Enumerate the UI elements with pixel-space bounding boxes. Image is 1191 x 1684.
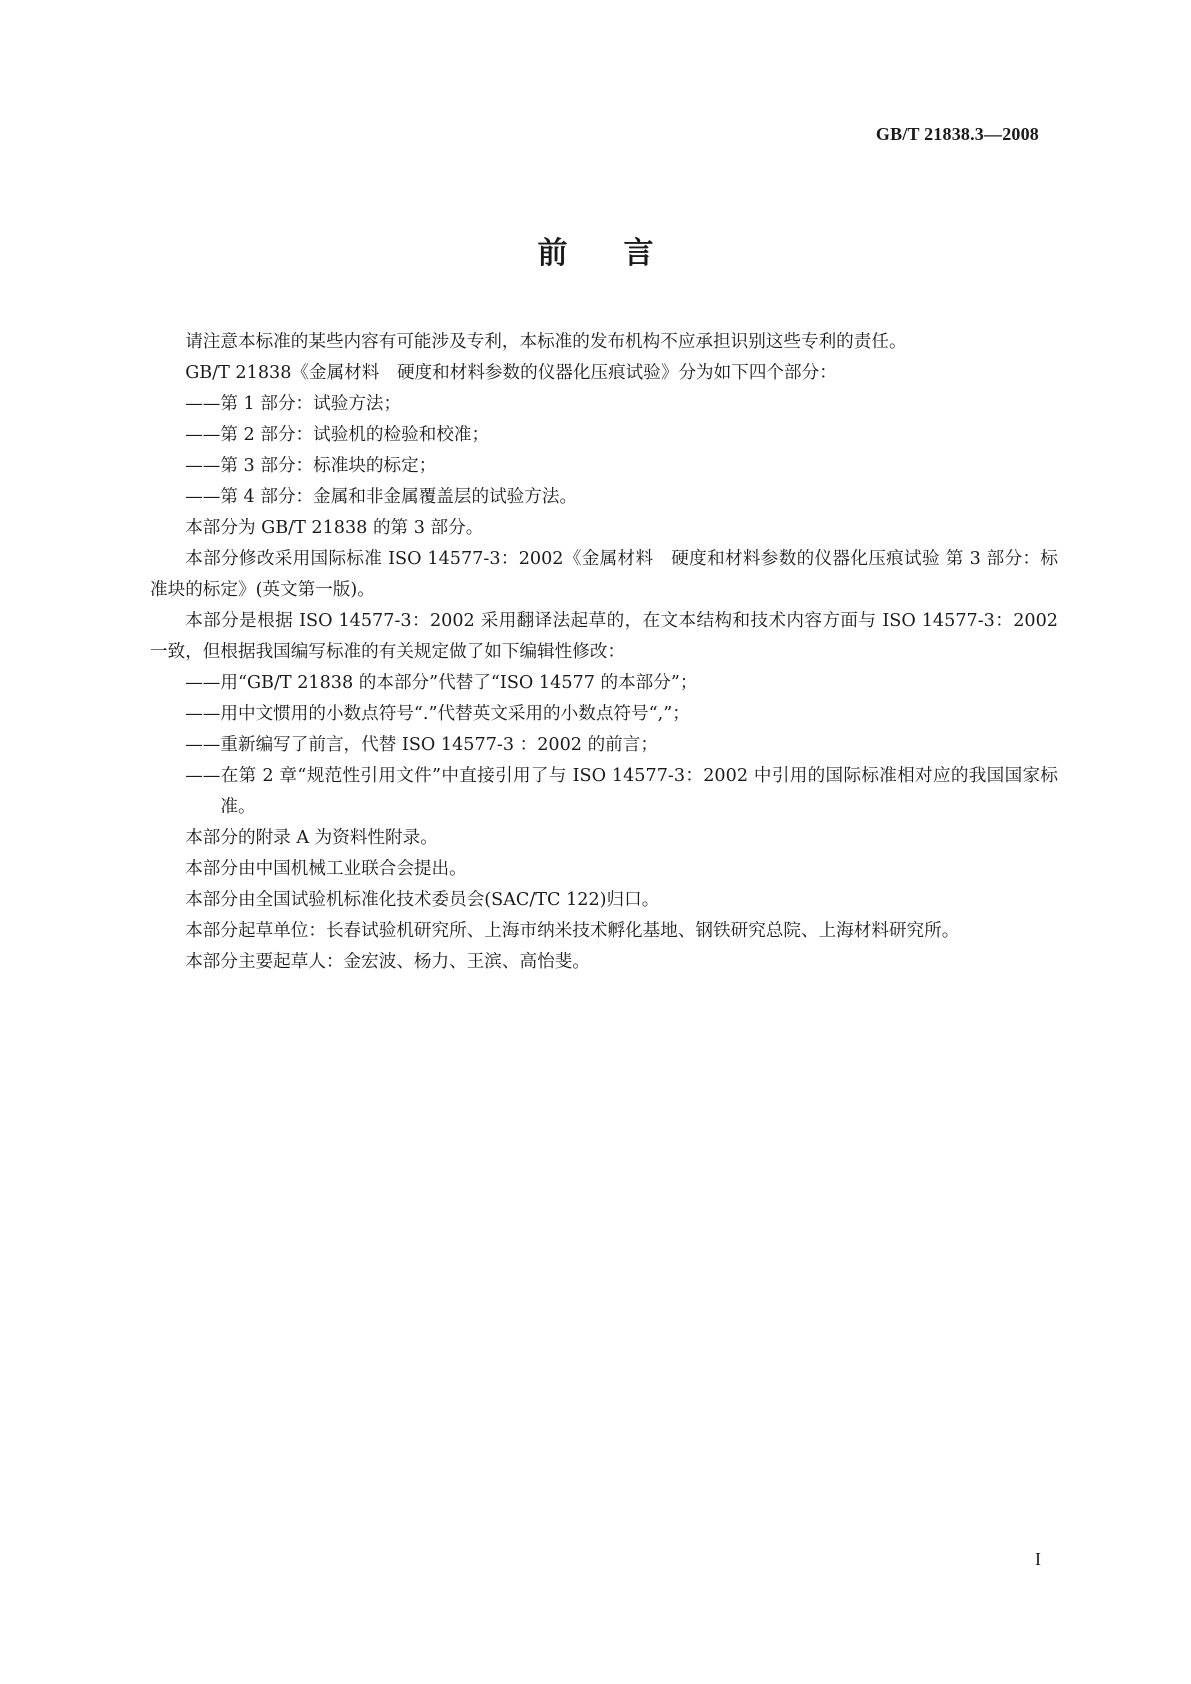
paragraph-parts-intro: GB/T 21838《金属材料 硬度和材料参数的仪器化压痕试验》分为如下四个部分： [185, 363, 837, 383]
list-item-part-3: ——第 3 部分：标准块的标定； [185, 456, 437, 476]
page-title: 前言 [537, 236, 710, 271]
foreword-body [150, 327, 1058, 978]
paragraph-centralized-by: 本部分由全国试验机标准化技术委员会(SAC/TC 122)归口。 [185, 890, 660, 910]
paragraph-annex: 本部分的附录 A 为资料性附录。 [185, 828, 438, 848]
paragraph-this-part: 本部分为 GB/T 21838 的第 3 部分。 [185, 518, 484, 538]
list-item-change-3: ——重新编写了前言，代替 ISO 14577-3 ：2002 的前言； [185, 735, 658, 755]
paragraph-proposed-by: 本部分由中国机械工业联合会提出。 [185, 859, 467, 879]
list-item-change-2: ——用中文惯用的小数点符号“.”代替英文采用的小数点符号“,”； [185, 704, 690, 724]
list-item-part-4: ——第 4 部分：金属和非金属覆盖层的试验方法。 [185, 487, 578, 507]
paragraph-patent-notice: 请注意本标准的某些内容有可能涉及专利，本标准的发布机构不应承担识别这些专利的责任。 [185, 332, 907, 352]
standard-code: GB/T 21838.3—2008 [875, 124, 1039, 144]
page-number: I [1035, 1549, 1041, 1569]
paragraph-drafters: 本部分主要起草人：金宏波、杨力、王滨、高怡斐。 [185, 952, 590, 972]
paragraph-adoption: 本部分修改采用国际标准 ISO 14577-3：2002《金属材料 硬度和材料参数的仪器化压痕试验 第 3 部分：标准块的标定》(英文第一版)。 [150, 549, 1058, 600]
list-item-change-4: ——在第 2 章“规范性引用文件”中直接引用了与 ISO 14577-3：2002 中引用的国际标准相对应的我国国家标准。 [185, 766, 1058, 817]
list-item-change-1: ——用“GB/T 21838 的本部分”代替了“ISO 14577 的本部分”； [185, 673, 698, 693]
paragraph-drafting-units: 本部分起草单位：长春试验机研究所、上海市纳米技术孵化基地、钢铁研究总院、上海材料研究所。 [185, 921, 960, 941]
paragraph-drafting-method: 本部分是根据 ISO 14577-3：2002 采用翻译法起草的，在文本结构和技术内容方面与 ISO 14577-3：2002 一致，但根据我国编写标准的有关规定做了如下编辑性修改： [150, 611, 1058, 662]
list-item-part-1: ——第 1 部分：试验方法； [185, 394, 402, 414]
list-item-part-2: ——第 2 部分：试验机的检验和校准； [185, 425, 490, 445]
